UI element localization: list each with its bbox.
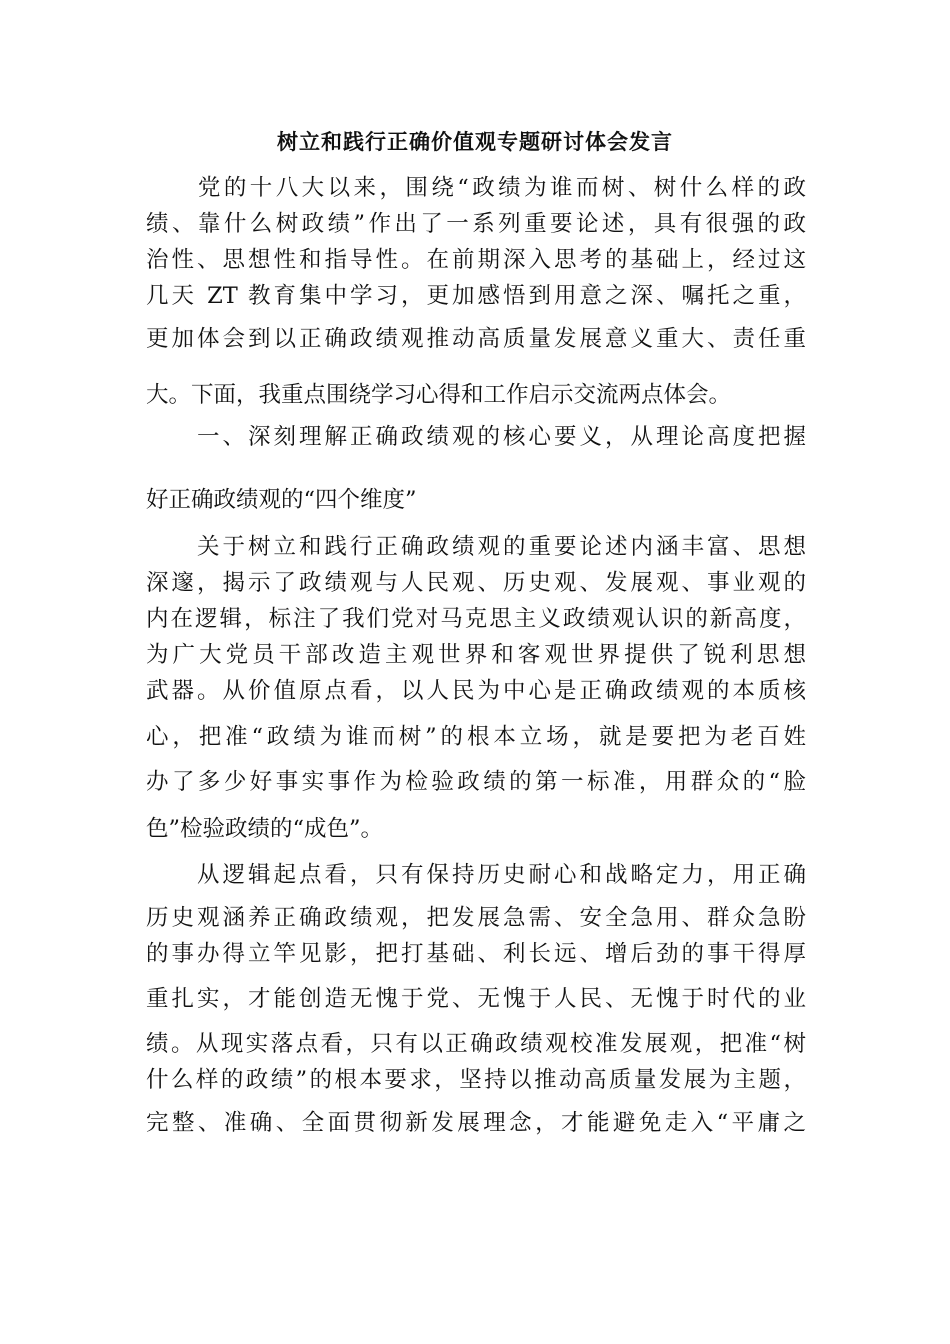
paragraph-line: 心，把准“政绩为谁而树”的根本立场，就是要把为老百姓 [146,724,806,750]
paragraph-line: 绩、靠什么树政绩”作出了一系列重要论述，具有很强的政 [146,211,806,237]
paragraph-line: 重扎实，才能创造无愧于党、无愧于人民、无愧于时代的业 [146,986,806,1012]
paragraph-line: 关于树立和践行正确政绩观的重要论述内涵丰富、思想 [146,534,806,560]
paragraph-line: 历史观涵养正确政绩观，把发展急需、安全急用、群众急盼 [146,905,806,931]
paragraph-line: 深邃，揭示了政绩观与人民观、历史观、发展观、事业观的 [146,570,806,596]
paragraph-line: 党的十八大以来，围绕“政绩为谁而树、树什么样的政 [146,175,806,201]
paragraph-line: 内在逻辑，标注了我们党对马克思主义政绩观认识的新高度， [146,606,806,632]
paragraph-line: 为广大党员干部改造主观世界和客观世界提供了锐利思想 [146,642,806,668]
document-title: 树立和践行正确价值观专题研讨体会发言 [277,129,673,154]
paragraph-line: 色”检验政绩的“成色”。 [146,816,384,842]
paragraph-line: 更加体会到以正确政绩观推动高质量发展意义重大、责任重 [146,326,806,352]
paragraph-line: 武器。从价值原点看，以人民为中心是正确政绩观的本质核 [146,678,806,704]
paragraph-line: 大。下面，我重点围绕学习心得和工作启示交流两点体会。 [146,382,732,408]
paragraph-line: 的事办得立竿见影，把打基础、利长远、增后劲的事干得厚 [146,941,806,967]
paragraph-line: 什么样的政绩”的根本要求，坚持以推动高质量发展为主题， [146,1067,806,1093]
paragraph-line: 绩。从现实落点看，只有以正确政绩观校准发展观，把准“树 [146,1031,806,1057]
paragraph-line: 几天 ZT 教育集中学习，更加感悟到用意之深、嘱托之重， [146,283,806,309]
paragraph-line: 从逻辑起点看，只有保持历史耐心和战略定力，用正确 [146,862,806,888]
section-heading-line: 一、深刻理解正确政绩观的核心要义，从理论高度把握 [146,424,806,450]
section-heading-line: 好正确政绩观的“四个维度” [146,487,417,513]
paragraph-line: 完整、准确、全面贯彻新发展理念，才能避免走入“平庸之 [146,1110,806,1136]
paragraph-line: 治性、思想性和指导性。在前期深入思考的基础上，经过这 [146,247,806,273]
paragraph-line: 办了多少好事实事作为检验政绩的第一标准，用群众的“脸 [146,769,806,795]
